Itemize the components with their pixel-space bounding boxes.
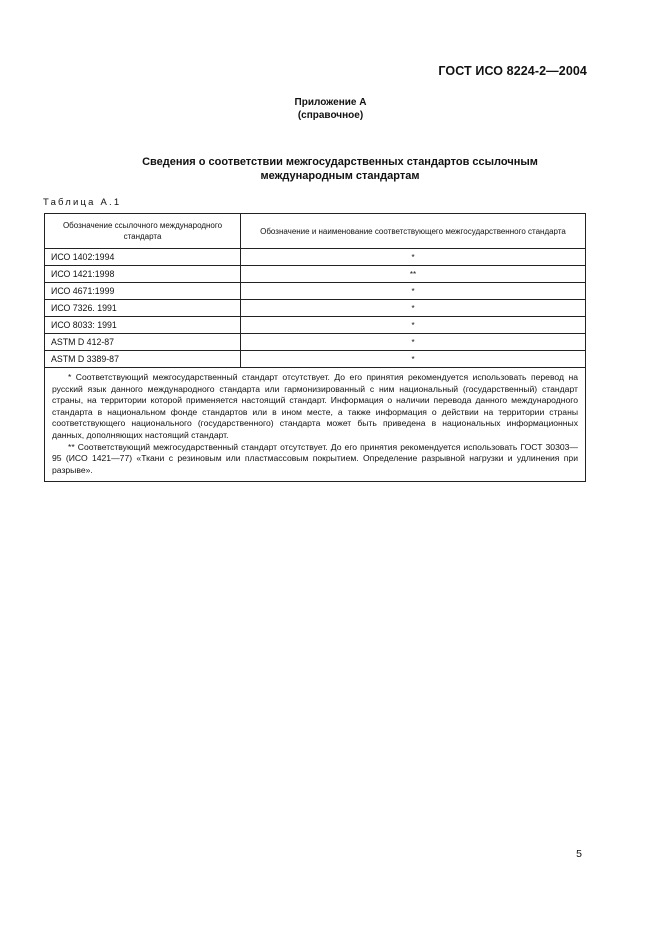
standard-code: ИСО 1421:1998 [45, 266, 241, 283]
column-header-interstate: Обозначение и наименование соответствующего межгосударственного стандарта [241, 214, 586, 249]
footnote-mark: * [241, 317, 586, 334]
table-row [45, 317, 586, 334]
table-row [45, 283, 586, 300]
table-row [45, 334, 586, 351]
table-row [45, 249, 586, 266]
footnote-mark: * [241, 283, 586, 300]
standard-code: ИСО 4671:1999 [45, 283, 241, 300]
table-caption: Таблица А.1 [43, 197, 122, 208]
section-heading [80, 155, 600, 183]
appendix-block [0, 96, 661, 122]
appendix-subtitle: (справочное) [297, 110, 364, 121]
table-row [45, 351, 586, 368]
standard-code: ASTM D 412-87 [45, 334, 241, 351]
footnote-mark: * [241, 300, 586, 317]
footnote-single-star: * Соответствующий межгосударственный стандарт отсутствует. До его принятия рекомендуется использовать перевод на русский язык данного международного стандарта или гармонизированный с ним национальный (государственный) стандарт страны, на территории которой применяется настоящий стандарт. Информация о наличии перевода данного международного стандарта в национальном фонде стандартов или в ином месте, а также информация о действии на территории страны соответствующего национального (государственного) стандарта может быть приведена в национальных информационных данных, дополняющих настоящий стандарт. [52, 372, 578, 440]
column-header-international: Обозначение ссылочного международного стандарта [45, 214, 241, 249]
standard-code: ИСО 8033: 1991 [45, 317, 241, 334]
footnote-mark: * [241, 351, 586, 368]
footnote-double-star: ** Соответствующий межгосударственный стандарт отсутствует. До его принятия рекомендуется использовать ГОСТ 30303—95 (ИСО 1421—77) «Ткани с резиновым или пластмассовым покрытием. Определение разрывной нагрузки и удлинения при разрыве». [52, 441, 578, 475]
reference-table [44, 213, 586, 482]
footnote-mark: ** [241, 266, 586, 283]
table-row [45, 266, 586, 283]
heading-line-2: международным стандартам [260, 170, 420, 182]
document-code: ГОСТ ИСО 8224-2—2004 [438, 64, 587, 78]
table-row [45, 300, 586, 317]
footnote-mark: * [241, 334, 586, 351]
table-notes [45, 368, 586, 482]
page-number: 5 [576, 848, 582, 860]
heading-line-1: Сведения о соответствии межгосударственных стандартов ссылочным [142, 156, 538, 168]
standard-code: ASTM D 3389-87 [45, 351, 241, 368]
standard-code: ИСО 1402:1994 [45, 249, 241, 266]
standard-code: ИСО 7326. 1991 [45, 300, 241, 317]
appendix-title: Приложение А [294, 97, 367, 108]
table-notes-row [45, 368, 586, 482]
footnote-mark: * [241, 249, 586, 266]
table-header-row [45, 214, 586, 249]
